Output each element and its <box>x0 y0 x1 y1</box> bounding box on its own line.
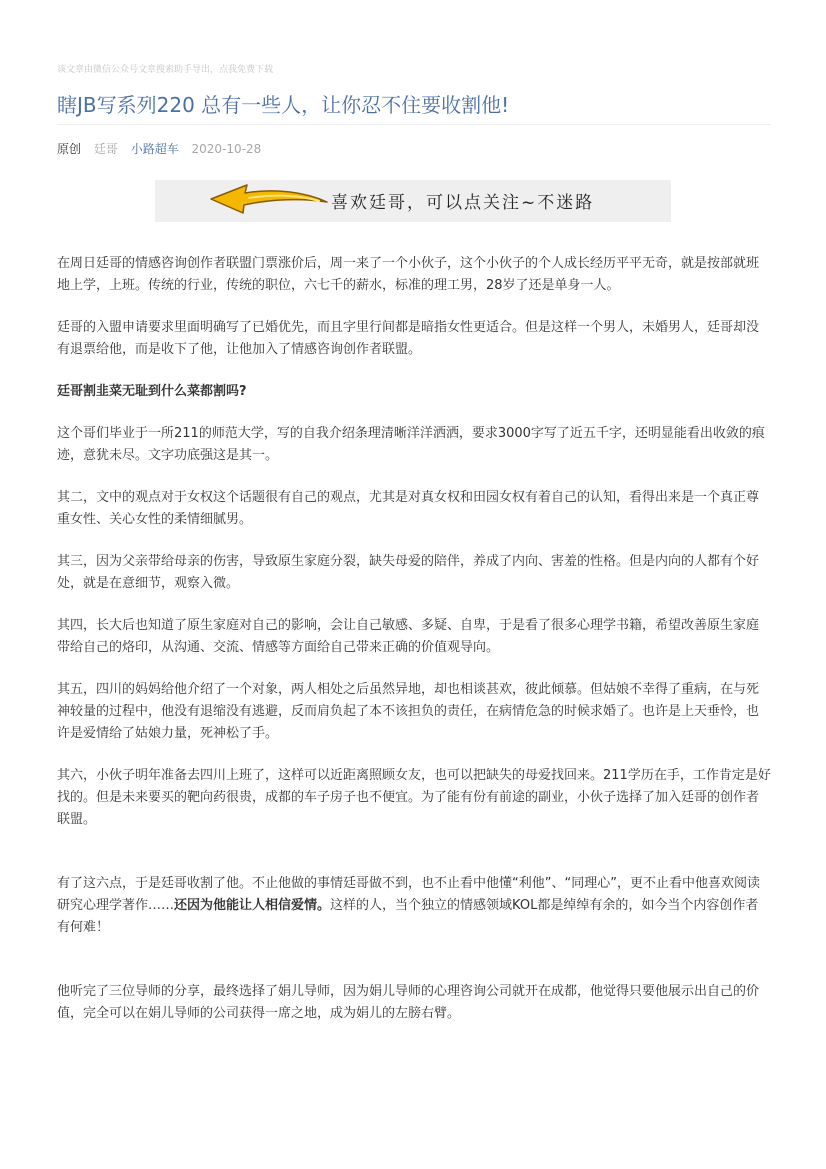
title-divider <box>57 124 771 125</box>
paragraph: 其三，因为父亲带给母亲的伤害，导致原生家庭分裂，缺失母爱的陪伴，养成了内向、害羞的性格。但是内向的人都有个好处，就是在意细节，观察入微。 <box>57 554 760 591</box>
paragraph: 廷哥的入盟申请要求里面明确写了已婚优先，而且字里行间都是暗指女性更适合。但是这样一个男人，未婚男人，廷哥却没有退票给他，而是收下了他，让他加入了情感咨询创作者联盟。 <box>57 320 760 357</box>
curved-arrow-icon <box>209 182 329 220</box>
account-link[interactable]: 小路超车 <box>130 142 179 156</box>
paragraph: 在周日廷哥的情感咨询创作者联盟门票涨价后，周一来了一个小伙子，这个小伙子的个人成长经历平平无奇，就是按部就班地上学，上班。传统的行业，传统的职位，六七千的薪水，标准的理工男，28岁了还是单身一人。 <box>57 256 760 293</box>
paragraph: 其二，文中的观点对于女权这个话题很有自己的观点，尤其是对真女权和田园女权有着自己的认知，看得出来是一个真正尊重女性、关心女性的柔情细腻男。 <box>57 490 760 527</box>
author-name: 廷哥 <box>93 142 118 156</box>
article-meta <box>57 140 270 158</box>
paragraph <box>57 873 771 939</box>
paragraph: 其五，四川的妈妈给他介绍了一个对象，两人相处之后虽然异地，却也相谈甚欢，彼此倾慕。但姑娘不幸得了重病，在与死神较量的过程中，他没有退缩没有逃避，反而肩负起了本不该担负的责任，在病情危急的时候求婚了。也许是上天垂怜，也许是爱情给了姑娘力量，死神松了手。 <box>57 682 760 741</box>
article-body <box>57 253 771 1025</box>
article-title: 瞎JB写系列220 总有一些人，让你忍不住要收割他! <box>57 93 510 117</box>
export-note-link[interactable]: 该文章由微信公众号文章搜索助手导出，点我免费下载 <box>57 65 274 75</box>
banner-text: 喜欢廷哥，可以点关注~不迷路 <box>331 193 595 213</box>
publish-date: 2020-10-28 <box>191 142 262 156</box>
paragraph: 其四，长大后也知道了原生家庭对自己的影响，会让自己敏感、多疑、自卑，于是看了很多心理学书籍，希望改善原生家庭带给自己的烙印，从沟通、交流、情感等方面给自己带来正确的价值观导向。 <box>57 618 760 655</box>
paragraph-text: 有了这六点，于是廷哥收割了他。不止他做的事情廷哥做不到，也不止看中他懂“利他”、“同理心”，更不止看中他喜欢阅读研究心理学著作…… <box>57 876 760 913</box>
paragraph: 这个哥们毕业于一所211的师范大学，写的自我介绍条理清晰洋洋洒洒，要求3000字写了近五千字，还明显能看出收敛的痕迹，意犹未尽。文字功底强这是其一。 <box>57 426 765 463</box>
follow-banner <box>155 180 671 222</box>
original-label: 原创 <box>57 142 82 156</box>
paragraph: 他听完了三位导师的分享，最终选择了娟儿导师，因为娟儿导师的心理咨询公司就开在成都，他觉得只要他展示出自己的价值，完全可以在娟儿导师的公司获得一席之地，成为娟儿的左膀右臂。 <box>57 984 760 1021</box>
emphasis-text: 还因为他能让人相信爱情。 <box>174 898 331 913</box>
section-heading: 廷哥割韭菜无耻到什么菜都割吗? <box>57 384 247 399</box>
paragraph-text: 这样的人，当个独立的情感领域KOL都是绰绰有余的，如今当个内容创作者有何难！ <box>57 898 759 935</box>
paragraph: 其六，小伙子明年准备去四川上班了，这样可以近距离照顾女友，也可以把缺失的母爱找回来。211学历在手，工作肯定是好找的。但是未来要买的靶向药很贵，成都的车子房子也不便宜。为了能有份有前途的副业，小伙子选择了加入廷哥的创作者联盟。 <box>57 768 771 827</box>
